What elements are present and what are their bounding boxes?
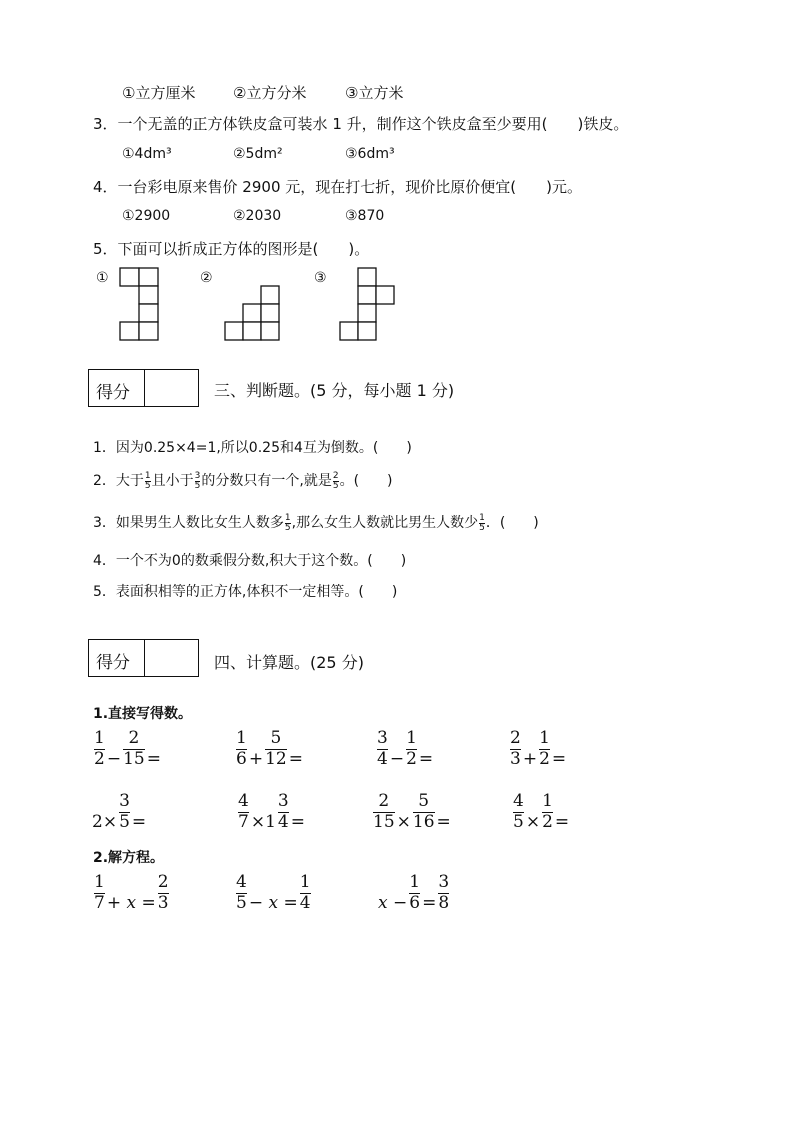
judge-item-3-mid: ,那么女生人数就比男生人数少	[291, 515, 479, 531]
equation-2: $\frac{4}{5}$ − x = $\frac{1}{4}$	[236, 872, 311, 914]
score-label: 得分	[96, 383, 130, 403]
calc-item-1: $\frac{1}{2}$ − $\frac{2}{15}$ =	[94, 728, 161, 770]
fraction-three-fifths: $\frac{3}{5}$	[194, 470, 201, 491]
judge-item-3	[93, 512, 539, 533]
score-box-section3	[88, 369, 199, 407]
score-box-section4	[88, 639, 199, 677]
judge-item-3-tail: ．( )	[485, 515, 539, 531]
net-label-3: ③	[314, 270, 327, 286]
cube-net-3	[337, 266, 399, 344]
prev-option-2: ②立方分米	[233, 84, 307, 102]
calc-item-6: $\frac{4}{7}$ ×1 $\frac{3}{4}$ =	[238, 791, 305, 833]
judge-item-4: 4．一个不为0的数乘假分数,积大于这个数。( )	[93, 553, 407, 569]
score-box-divider	[144, 370, 145, 406]
q3-option-1: ①4dm³	[122, 146, 172, 162]
subheading-solve-equations: 2.解方程。	[93, 850, 165, 866]
net-label-2: ②	[200, 270, 213, 286]
calc-item-3: $\frac{3}{4}$ − $\frac{1}{2}$ =	[377, 728, 434, 770]
prev-option-3: ③立方米	[345, 84, 404, 102]
fraction-two-fifths: $\frac{2}{5}$	[332, 470, 339, 491]
q4-option-1: ①2900	[122, 208, 171, 224]
section4-title: 四、计算题。(25 分)	[214, 653, 364, 672]
judge-item-2-tail: 。( )	[339, 473, 393, 489]
judge-item-2	[93, 470, 393, 491]
section3-title: 三、判断题。(5 分，每小题 1 分)	[214, 381, 455, 400]
calc-item-8: $\frac{4}{5}$ × $\frac{1}{2}$ =	[513, 791, 570, 833]
q4-option-3: ③870	[345, 208, 385, 224]
score-label: 得分	[96, 653, 130, 673]
cube-net-1	[118, 266, 163, 344]
fraction-one-fifth-b: $\frac{1}{5}$	[479, 512, 485, 533]
judge-item-2-mid: 且小于	[151, 473, 194, 489]
calc-item-7: $\frac{2}{15}$ × $\frac{5}{16}$ =	[373, 791, 451, 833]
judge-item-1: 1．因为0.25×4=1,所以0.25和4互为倒数。( )	[93, 440, 412, 456]
subheading-direct-results: 1.直接写得数。	[93, 706, 193, 722]
judge-item-5: 5．表面积相等的正方体,体积不一定相等。( )	[93, 584, 398, 600]
judge-item-3-lead: 3．如果男生人数比女生人数多	[93, 515, 284, 531]
q3-option-2: ②5dm²	[233, 146, 283, 162]
fraction-one-fifth-a: $\frac{1}{5}$	[284, 512, 291, 533]
q3-option-3: ③6dm³	[345, 146, 395, 162]
calc-item-4: $\frac{2}{3}$ + $\frac{1}{2}$ =	[510, 728, 567, 770]
calc-item-5: 2× $\frac{3}{5}$ =	[92, 791, 147, 833]
q3-text: 3．一个无盖的正方体铁皮盒可装水 1 升，制作这个铁皮盒至少要用( )铁皮。	[93, 115, 629, 133]
equation-3: x − $\frac{1}{6}$ = $\frac{3}{8}$	[378, 872, 450, 914]
judge-item-2-mid2: 的分数只有一个,就是	[201, 473, 332, 489]
fraction-one-fifth: $\frac{1}{5}$	[144, 470, 151, 491]
q4-option-2: ②2030	[233, 208, 282, 224]
score-box-divider	[144, 640, 145, 676]
net-label-1: ①	[96, 270, 109, 286]
q5-text: 5．下面可以折成正方体的图形是( )。	[93, 240, 370, 258]
cube-net-2	[222, 284, 284, 344]
calc-item-2: $\frac{1}{6}$ + $\frac{5}{12}$ =	[236, 728, 303, 770]
equation-1: $\frac{1}{7}$ + x = $\frac{2}{3}$	[94, 872, 169, 914]
judge-item-2-lead: 2．大于	[93, 473, 144, 489]
q4-text: 4．一台彩电原来售价 2900 元，现在打七折，现价比原价便宜( )元。	[93, 178, 582, 196]
prev-option-1: ①立方厘米	[122, 84, 196, 102]
